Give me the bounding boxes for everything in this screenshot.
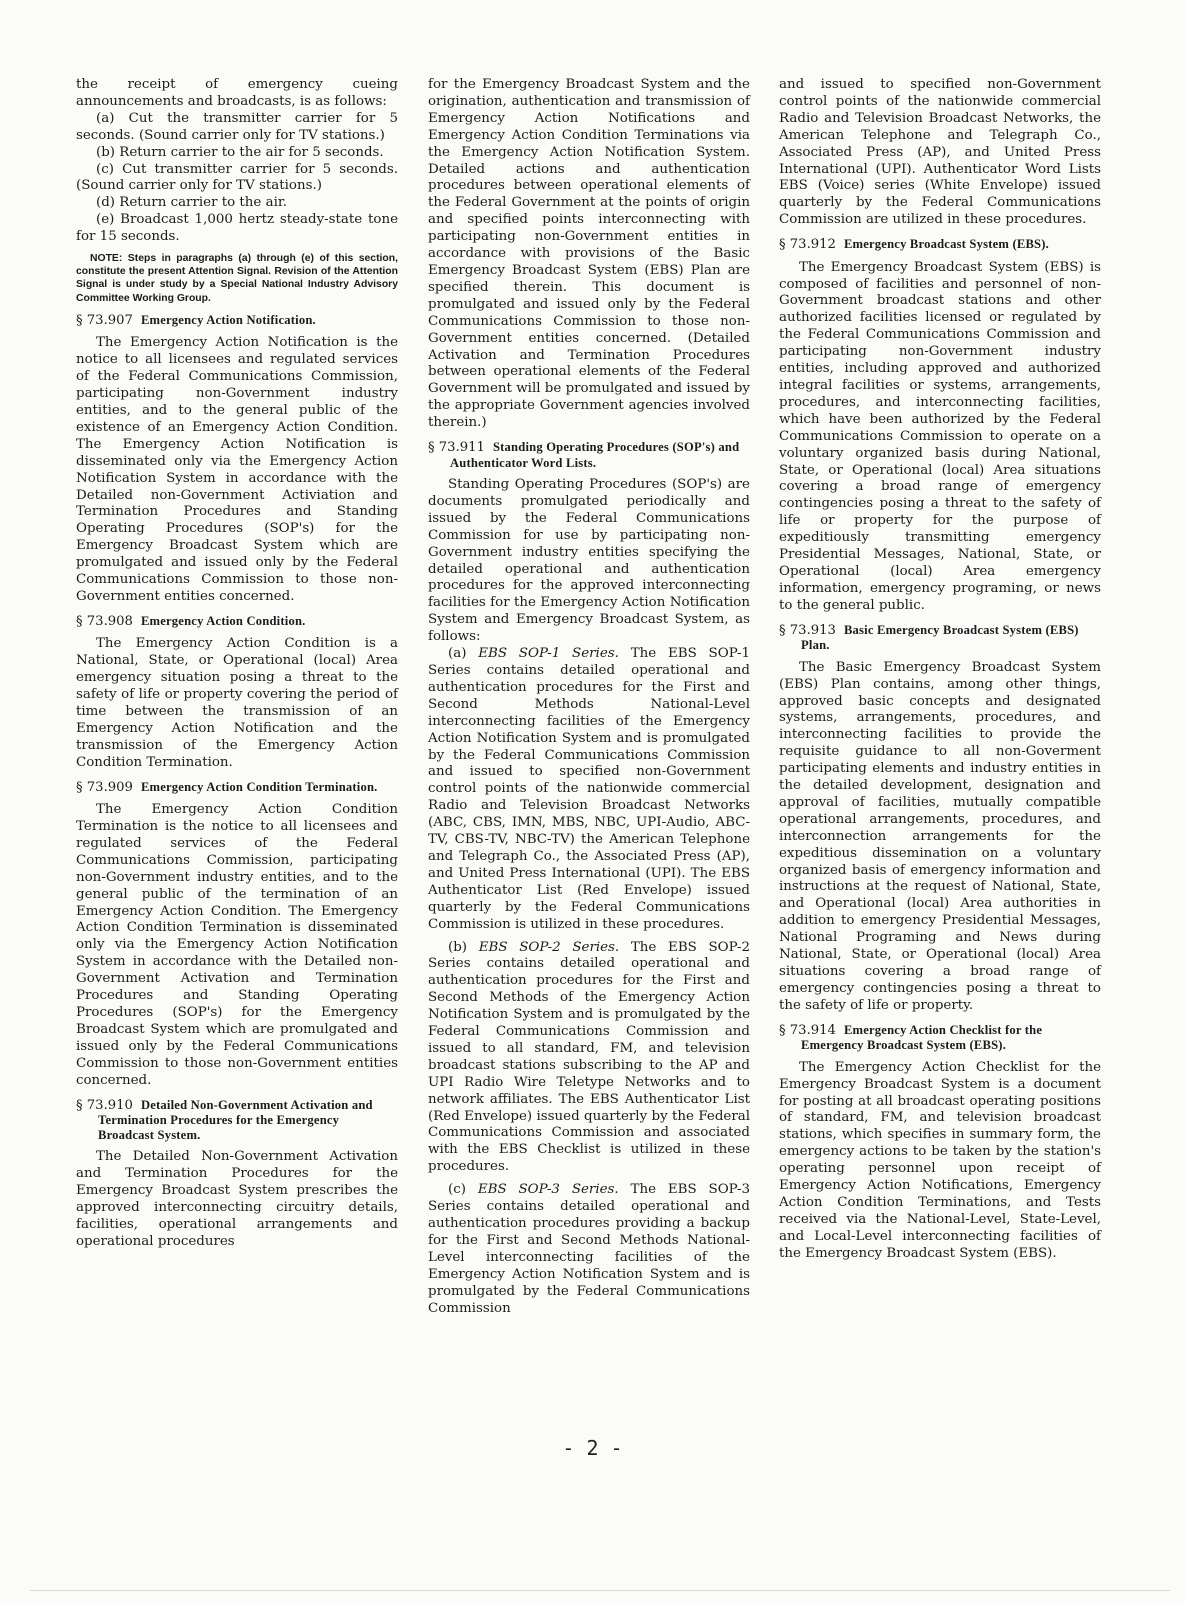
section-heading-73-912: [779, 237, 1101, 253]
item-label: (b): [448, 939, 468, 955]
column-1: [76, 77, 398, 1250]
section-title: Emergency Action Condition.: [140, 613, 306, 628]
section-title: Emergency Broadcast System (EBS).: [843, 237, 1049, 252]
item-series-title: EBS SOP-2 Series.: [478, 939, 620, 955]
section-body: The Basic Emergency Broadcast System (EBS) Plan contains, among other things, approved basic concepts and designated systems, arrangements, procedures, and interconnecting facilities to provide the requisite guidance to all non-Goverment participating elements and industry entities in the detailed development, designation and approval of facilities, mutually compatible operational arrangements, procedures, and interconnection arrangements for the expeditious dissemination on a voluntary organized basis of emergency information and instructions at the request of National, State, and Operational (local) Area authorities in addition to emergency Presidential Messages, National Programing and News during National, State, or Operational (local) Area situations covering a broad range of emergency contingencies posing a threat to the safety of life or property.: [779, 659, 1101, 1013]
item-label: (a): [448, 646, 467, 662]
list-item-a: [428, 646, 750, 933]
section-title: Basic Emergency Broadcast System (EBS) Plan.: [801, 622, 1079, 653]
list-item-e: (e) Broadcast 1,000 hertz steady-state tone for 15 seconds.: [76, 212, 398, 245]
section-heading-73-914: [779, 1023, 1101, 1053]
section-title: Standing Operating Procedures (SOP's) and Authenticator Word Lists.: [450, 440, 740, 470]
section-body: The Emergency Action Checklist for the Emergency Broadcast System is a document for posting at all broadcast operating positions of standard, FM, and television broadcast stations, which specifies in summary form, the emergency actions to be taken by the station's operating personnel upon receipt of Emergency Action Notifications, Emergency Action Condition Terminations, and Tests received via the National-Level, State-Level, and Local-Level interconnecting facilities of the Emergency Broadcast System (EBS).: [779, 1059, 1101, 1261]
section-body: The Emergency Action Notification is the notice to all licensees and regulated services of the Federal Communications Commission, participating non-Government industry entities, and to the general public of the existence of an Emergency Action Condition. The Emergency Action Notification is disseminated only via the Emergency Action Notification System in accordance with the Detailed non-Government Activiation and Termination Procedures and Standing Operating Procedures (SOP's) for the Emergency Broadcast System which are promulgated and issued only by the Federal Communications Commission to those non-Government entities concerned.: [76, 335, 398, 604]
section-heading-73-910: [76, 1098, 398, 1143]
section-body: The Detailed Non-Government Activation and Termination Procedures for the Emergency Broadcast System prescribes the approved interconnecting circuitry details, facilities, operational arrangements and operational procedures: [76, 1149, 398, 1249]
list-item-b: [428, 940, 750, 1177]
item-label: (c): [448, 1182, 466, 1198]
page-edge-divider: [30, 1590, 1170, 1591]
item-text: The EBS SOP-2 Series contains detailed operational and authentication procedures for the First and Second Methods of the Emergency Action Notification System and is promulgated by the Federal Communications Commission and issued to all standard, FM, and television broadcast stations subscribing to the AP and UPI Radio Wire Teletype Networks and to network affiliates. The EBS Authenticator List (Red Envelope) issued quarterly by the Federal Communications Commission and associated with the EBS Checklist is utilized in these procedures.: [428, 939, 750, 1175]
list-item-c: [428, 1182, 750, 1317]
paragraph: the receipt of emergency cueing announcements and broadcasts, is as follows:: [76, 77, 398, 109]
section-body: The Emergency Broadcast System (EBS) is composed of facilities and personnel of non-Government broadcast stations and other authorized facilities licensed or regulated by the Federal Communications Commission and participating non-Government industry entities, including approved and authorized integral facilities or systems, arrangements, procedures, and interconnecting facilities, which have been authorized by the Federal Communications Commission to operate on a voluntary organized basis during National, State, or Operational (local) Area situations covering a broad range of emergency contingencies posing a threat to the safety of life or property for the purpose of expeditiously transmitting emergency Presidential Messages, National, State, or Operational (local) Area emergency information, emergency programing, or news to the general public.: [779, 259, 1101, 613]
section-heading-73-908: [76, 614, 398, 630]
paragraph: and issued to specified non-Government control points of the nationwide commercial Radio and Television Broadcast Networks, the American Telephone and Telegraph Co., Associated Press (AP), and United Press International (UPI). Authenticator Word Lists EBS (Voice) series (White Envelope) issued quarterly by the Federal Communications Commission are utilized in these procedures.: [779, 77, 1101, 228]
section-title: Emergency Action Checklist for the Emergency Broadcast System (EBS).: [801, 1022, 1043, 1053]
column-3: [779, 77, 1101, 1263]
section-title: Detailed Non-Government Activation and Termination Procedures for the Emergency Broadcast System.: [98, 1097, 373, 1142]
note: NOTE: Steps in paragraphs (a) through (e) of this section, constitute the present Attention Signal. Revision of the Attention Signal is under study by a Special National Industry Advisory Committee Working Group.: [76, 253, 398, 304]
section-number: § 73.914: [779, 1022, 836, 1038]
section-number: § 73.907: [76, 312, 133, 328]
section-number: § 73.911: [428, 440, 485, 456]
item-text: The EBS SOP-3 Series contains detailed operational and authentication procedures providing a backup for the First and Second Methods National-Level interconnecting facilities of the Emergency Action Notification System and is promulgated by the Federal Communications Commission: [428, 1182, 750, 1316]
paragraph: for the Emergency Broadcast System and the origination, authentication and transmission of Emergency Action Notifications and Emergency Action Condition Terminations via the Emergency Action Notification System. Detailed actions and authentication procedures between operational elements of the Federal Government at the points of origin and specified points interconnecting with participating non-Government entities in accordance with provisions of the Basic Emergency Broadcast System (EBS) Plan are specified therein. This document is promulgated and issued only by the Federal Communications Commission to those non-Government entities concerned. (Detailed Activation and Termination Procedures between operational elements of the Federal Government will be promulgated and issued by the appropriate Government agencies involved therein.): [428, 77, 750, 431]
column-2: [428, 77, 750, 1317]
section-body: The Emergency Action Condition is a National, State, or Operational (local) Area emergency situation posing a threat to the safety of life or property covering the period of time between the transmission of an Emergency Action Notification and the transmission of the Emergency Action Condition Termination.: [76, 636, 398, 770]
section-number: § 73.908: [76, 613, 133, 629]
item-text: The EBS SOP-1 Series contains detailed operational and authentication procedures for the First and Second Methods National-Level interconnecting facilities of the Emergency Action Notification System and is promulgated by the Federal Communications Commission and issued to specified non-Government control points of the nationwide commercial Radio and Television Broadcast Networks (ABC, CBS, IMN, MBS, NBC, UPI-Audio, ABC-TV, CBS-TV, NBC-TV) the American Telephone and Telegraph Co., the Associated Press (AP), and United Press International (UPI). The EBS Authenticator List (Red Envelope) issued quarterly by the Federal Communications Commission is utilized in these procedures.: [428, 646, 751, 932]
section-number: § 73.913: [779, 622, 836, 638]
section-body: The Emergency Action Condition Termination is the notice to all licensees and regulated services of the Federal Communications Commission, participating non-Government industry entities, and to the general public of the termination of an Emergency Action Condition. The Emergency Action Condition Termination is disseminated only via the Emergency Action Notification System in accordance with the Detailed non-Government Activation and Termination Procedures and Standing Operating Procedures (SOP's) for the Emergency Broadcast System which are promulgated and issued only by the Federal Communications Commission to those non-Government entities concerned.: [76, 802, 398, 1088]
page-number: - 2 -: [562, 1436, 623, 1460]
section-heading-73-913: [779, 623, 1101, 653]
section-number: § 73.910: [76, 1097, 133, 1113]
section-title: Emergency Action Condition Termination.: [140, 779, 378, 794]
section-title: Emergency Action Notification.: [140, 312, 316, 327]
section-heading-73-911: [428, 440, 750, 470]
section-number: § 73.909: [76, 779, 133, 795]
section-heading-73-907: [76, 313, 398, 329]
list-item-a: (a) Cut the transmitter carrier for 5 seconds. (Sound carrier only for TV stations.): [76, 110, 398, 143]
section-heading-73-909: [76, 780, 398, 796]
list-item-b: (b) Return carrier to the air for 5 seconds.: [96, 144, 384, 160]
item-series-title: EBS SOP-3 Series.: [477, 1182, 619, 1198]
list-item-c: (c) Cut transmitter carrier for 5 seconds. (Sound carrier only for TV stations.): [76, 161, 398, 194]
section-number: § 73.912: [779, 237, 836, 253]
item-series-title: EBS SOP-1 Series.: [478, 646, 619, 662]
section-body: Standing Operating Procedures (SOP's) are documents promulgated periodically and issued by the Federal Communications Commission for use by participating non-Government industry entities specifying the detailed operational and authentication procedures for the approved interconnecting facilities for the Emergency Action Notification System and Emergency Broadcast System, as follows:: [428, 477, 750, 645]
list-item-d: (d) Return carrier to the air.: [96, 195, 288, 211]
